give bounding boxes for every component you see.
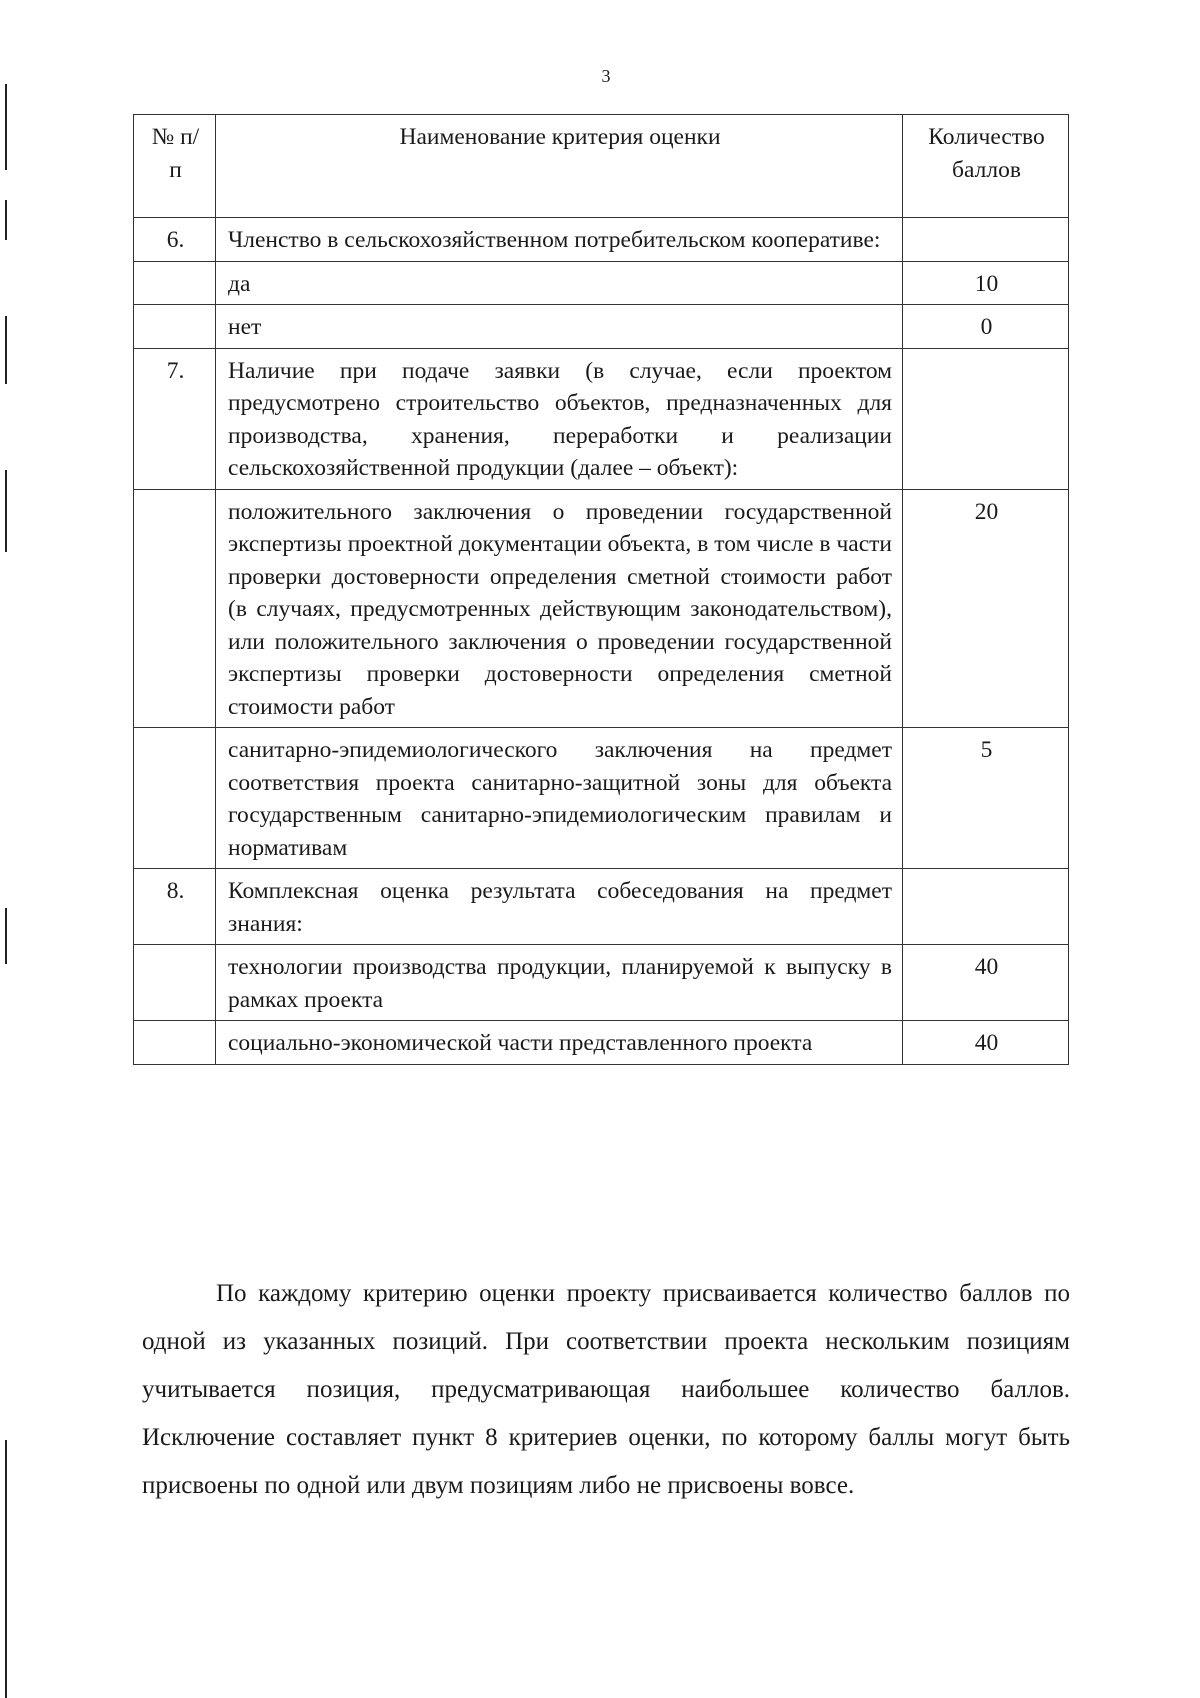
table-row	[134, 1021, 1069, 1065]
row-points	[903, 869, 1069, 945]
row-criterion: нет	[216, 305, 903, 349]
row-points: 40	[903, 1021, 1069, 1065]
table-row	[134, 489, 1069, 728]
table-row	[134, 945, 1069, 1021]
criteria-table	[133, 114, 1069, 1065]
table-row	[134, 869, 1069, 945]
row-number	[134, 261, 216, 305]
row-criterion: да	[216, 261, 903, 305]
row-number: 6.	[134, 218, 216, 262]
scan-edge-mark	[5, 84, 7, 170]
scan-edge-mark	[5, 1440, 7, 1698]
table-row	[134, 305, 1069, 349]
row-criterion: Наличие при подаче заявки (в случае, если проектом предусмотрено строительство объектов, предназначенных для производства, хранения, переработки и реализации сельскохозяйственной продукции (далее – объект):	[216, 348, 903, 489]
row-number: 8.	[134, 869, 216, 945]
row-points: 0	[903, 305, 1069, 349]
row-criterion: социально-экономической части представленного проекта	[216, 1021, 903, 1065]
row-number	[134, 489, 216, 728]
row-number	[134, 1021, 216, 1065]
page-number: 3	[601, 66, 611, 86]
row-points: 10	[903, 261, 1069, 305]
row-points	[903, 218, 1069, 262]
row-points	[903, 348, 1069, 489]
table-row	[134, 728, 1069, 869]
scan-edge-mark	[5, 316, 7, 384]
row-criterion: Членство в сельскохозяйственном потребительском кооперативе:	[216, 218, 903, 262]
header-number: № п/п	[134, 115, 216, 218]
row-number	[134, 305, 216, 349]
row-points: 40	[903, 945, 1069, 1021]
row-number	[134, 945, 216, 1021]
row-criterion: санитарно-эпидемиологического заключения на предмет соответствия проекта санитарно-защитной зоны для объекта государственным санитарно-эпидемиологическим правилам и нормативам	[216, 728, 903, 869]
row-points: 20	[903, 489, 1069, 728]
table-header-row	[134, 115, 1069, 218]
body-paragraph: По каждому критерию оценки проекту присваивается количество баллов по одной из указанных позиций. При соответствии проекта нескольким позициям учитывается позиция, предусматривающая наибольшее количество баллов. Исключение составляет пункт 8 критериев оценки, по которому баллы могут быть присвоены по одной или двум позициям либо не присвоены вовсе.	[142, 1280, 1070, 1499]
row-criterion: технологии производства продукции, планируемой к выпуску в рамках проекта	[216, 945, 903, 1021]
header-points: Количество баллов	[903, 115, 1069, 218]
scan-edge-mark	[5, 470, 7, 552]
row-points: 5	[903, 728, 1069, 869]
scan-edge-mark	[5, 200, 7, 240]
row-number	[134, 728, 216, 869]
table-row	[134, 261, 1069, 305]
scan-edge-mark	[5, 908, 7, 964]
row-criterion: положительного заключения о проведении государственной экспертизы проектной документации объекта, в том числе в части проверки достоверности определения сметной стоимости работ (в случаях, предусмотренных действующим законодательством), или положительного заключения о проведении государственной экспертизы проверки достоверности определения сметной стоимости работ	[216, 489, 903, 728]
header-criterion: Наименование критерия оценки	[216, 115, 903, 218]
table-row	[134, 348, 1069, 489]
row-criterion: Комплексная оценка результата собеседования на предмет знания:	[216, 869, 903, 945]
row-number: 7.	[134, 348, 216, 489]
table-row	[134, 218, 1069, 262]
